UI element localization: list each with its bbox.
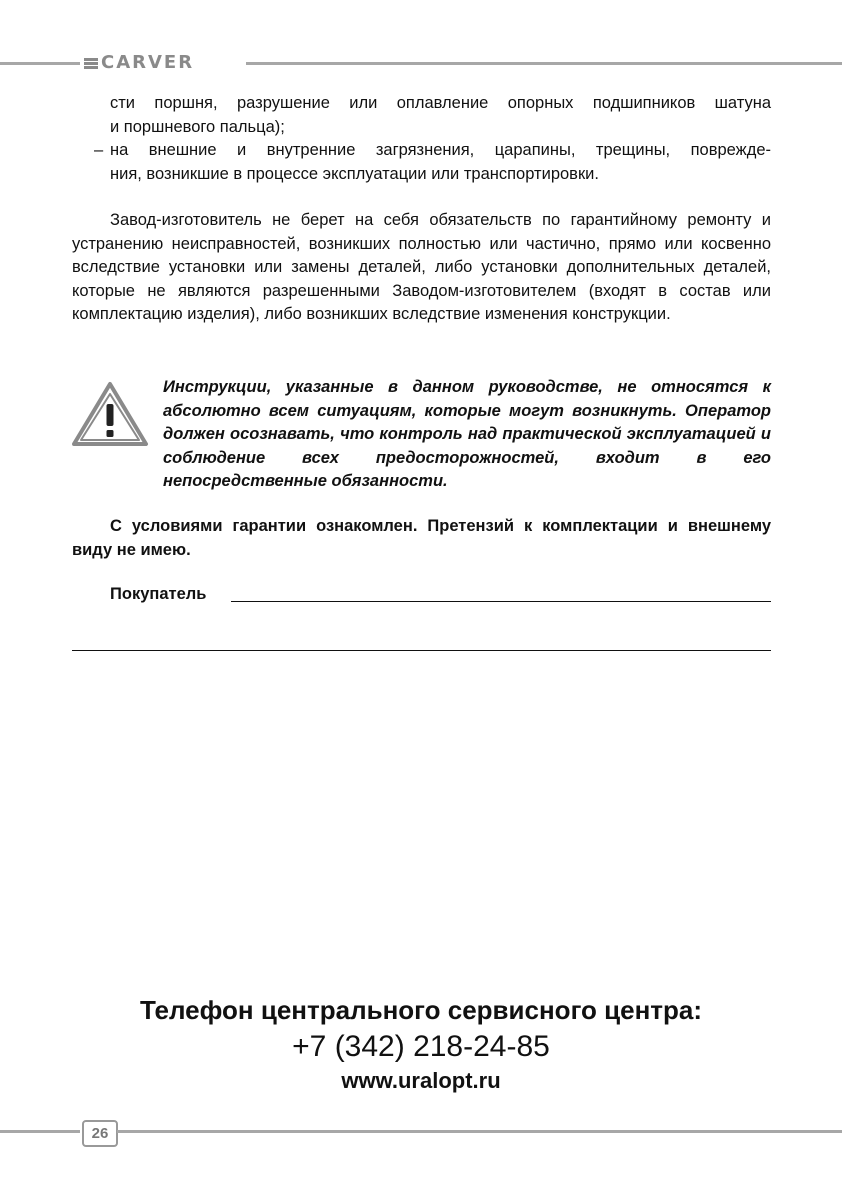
extra-signature-line xyxy=(72,650,771,651)
service-center-title: Телефон центрального сервисного центра: xyxy=(139,995,703,1025)
footer-rule-right xyxy=(117,1130,842,1133)
logo-bars-icon xyxy=(84,57,98,69)
header-rule-left xyxy=(0,62,80,65)
service-website: www.uralopt.ru xyxy=(341,1068,501,1093)
footer-rule-left xyxy=(0,1130,80,1133)
buyer-label: Покупатель xyxy=(110,585,207,603)
warning-text: Инструкции, указанные в данном руководстве, не относятся к абсолютно всем ситуациям, которые могут возникнуть. Оператор должен осознавать, что контроль над практической эксплуатацией и соблюдение всех предосторожностей, входит в его непосредственные обязанности. xyxy=(163,378,771,490)
bullet-text: на внешние и внутренние загрязнения, царапины, трещины, поврежде- ния, возникшие в процессе эксплуатации или транспортировки. xyxy=(110,141,771,183)
acknowledgement-text: С условиями гарантии ознакомлен. Претензий к комплектации и внешнему виду не имею. xyxy=(72,517,771,559)
page-number: 26 xyxy=(82,1120,118,1147)
buyer-signature-line xyxy=(231,601,771,602)
service-phone: +7 (342) 218-24-85 xyxy=(292,1030,550,1063)
brand-logo xyxy=(84,52,194,74)
bullet-dash: – xyxy=(94,141,104,159)
warning-triangle-icon xyxy=(70,380,150,448)
continuation-text: сти поршня, разрушение или оплавление опорных подшипников шатуна и поршневого пальца); xyxy=(110,94,771,136)
warranty-paragraph: Завод-изготовитель не берет на себя обязательств по гарантийному ремонту и устранению неисправностей, возникших полностью или частично, прямо или косвенно вследствие установки или замены деталей, либо установки дополнительных деталей, которые не являются разрешенными Заводом-изготовителем (входят в состав или комплектацию изделия), либо возникших вследствие изменения конструкции. xyxy=(72,211,771,323)
header-rule-right xyxy=(246,62,842,65)
brand-name: CARVER xyxy=(101,52,195,73)
